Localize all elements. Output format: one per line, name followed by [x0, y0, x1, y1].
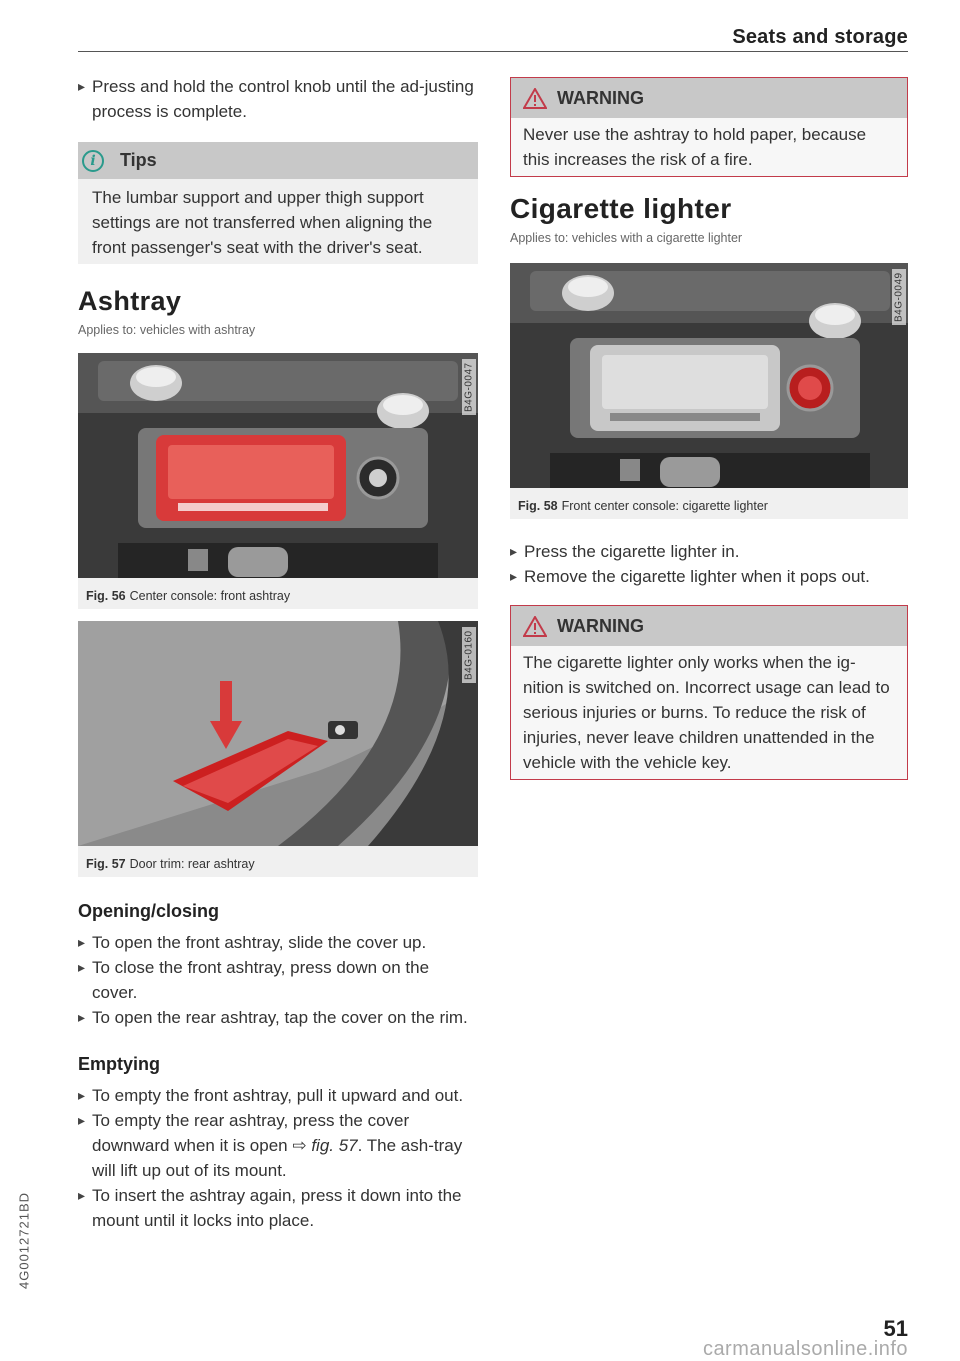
warning-1-body: Never use the ashtray to hold paper, because this increases the risk of a fire.: [511, 118, 907, 176]
figure-57-caption-text: Door trim: rear ashtray: [129, 857, 255, 871]
figure-58-number: Fig. 58: [518, 499, 558, 513]
figure-57-caption: [78, 851, 478, 877]
emptying-bullet-3: ▸ To insert the ashtray again, press it down into the mount until it locks into place.: [78, 1183, 478, 1233]
warning-2-title: WARNING: [557, 615, 644, 636]
figure-57: [78, 621, 478, 877]
opening-closing-heading: Opening/closing: [78, 901, 220, 921]
lighter-bullet-2: ▸ Remove the cigarette lighter when it pops out.: [510, 564, 908, 589]
figure-58: [510, 263, 908, 519]
opening-bullet-2: ▸ To close the front ashtray, press down on the cover.: [78, 955, 478, 1005]
left-column: [78, 74, 478, 1233]
cigarette-lighter-heading: Cigarette lighter: [510, 193, 732, 224]
page-number: 51: [883, 1316, 908, 1341]
door-trim-ashtray-illustration: [78, 621, 478, 846]
figure-57-code: B4G-0160: [462, 627, 476, 683]
figure-57-image: [78, 621, 478, 851]
emptying-bullet-2-post: . The ash-tray will lift up out of its mount.: [92, 1136, 463, 1180]
emptying-bullet-2: [78, 1108, 478, 1183]
warning-2-body: The cigarette lighter only works when the ig-nition is switched on. Incorrect usage can lead to serious injuries or burns. To reduce the risk of injuries, never leave children unattended in the vehicle with the vehicle key.: [511, 646, 907, 779]
warning-2-header: [511, 606, 907, 646]
figure-57-number: Fig. 57: [86, 857, 126, 871]
figure-56-image: [78, 353, 478, 583]
tips-box: [78, 142, 478, 264]
figure-56-number: Fig. 56: [86, 589, 126, 603]
info-icon: i: [82, 150, 104, 172]
opening-bullet-1: ▸ To open the front ashtray, slide the cover up.: [78, 930, 478, 955]
center-console-ashtray-illustration: [78, 353, 478, 578]
warning-1-title: WARNING: [557, 87, 644, 108]
figure-56-caption: [78, 583, 478, 609]
warning-box-2: [510, 605, 908, 780]
figure-58-caption: [510, 493, 908, 519]
warning-triangle-icon: [523, 88, 547, 109]
ashtray-applies: Applies to: vehicles with ashtray: [78, 323, 256, 337]
header-rule: [78, 51, 908, 52]
tips-title: Tips: [120, 150, 157, 170]
figure-56: [78, 353, 478, 609]
intro-bullet: ▸ Press and hold the control knob until the ad-justing process is complete.: [78, 74, 478, 124]
figure-58-code: B4G-0049: [892, 269, 906, 325]
warning-box-1: [510, 77, 908, 177]
document-code: 4G0012721BD: [16, 1191, 32, 1289]
tips-body: The lumbar support and upper thigh support settings are not transferred when aligning the front passenger's seat with the driver's seat.: [92, 188, 433, 257]
emptying-bullet-1: ▸ To empty the front ashtray, pull it upward and out.: [78, 1083, 478, 1108]
tips-header: [78, 142, 478, 179]
figure-56-caption-text: Center console: front ashtray: [129, 589, 291, 603]
page-header-title: Seats and storage: [732, 26, 908, 48]
emptying-bullet-2-pre: To empty the rear ashtray, press the cover downward when it is open: [92, 1111, 410, 1155]
warning-triangle-icon: [523, 616, 547, 637]
figure-58-image: [510, 263, 908, 493]
emptying-heading: Emptying: [78, 1054, 161, 1074]
figure-56-code: B4G-0047: [462, 359, 476, 415]
right-column: [510, 77, 908, 780]
ashtray-heading: Ashtray: [78, 286, 182, 316]
warning-1-header: [511, 78, 907, 118]
opening-bullet-3: ▸ To open the rear ashtray, tap the cover on the rim.: [78, 1005, 478, 1030]
cigarette-lighter-illustration: [510, 263, 908, 488]
cigarette-lighter-applies: Applies to: vehicles with a cigarette lighter: [510, 231, 743, 245]
figure-58-caption-text: Front center console: cigarette lighter: [561, 499, 768, 513]
watermark: carmanualsonline.info: [702, 1338, 908, 1360]
fig-57-reference-link[interactable]: ⇨ fig. 57: [292, 1136, 358, 1155]
lighter-bullet-1: ▸ Press the cigarette lighter in.: [510, 539, 908, 564]
